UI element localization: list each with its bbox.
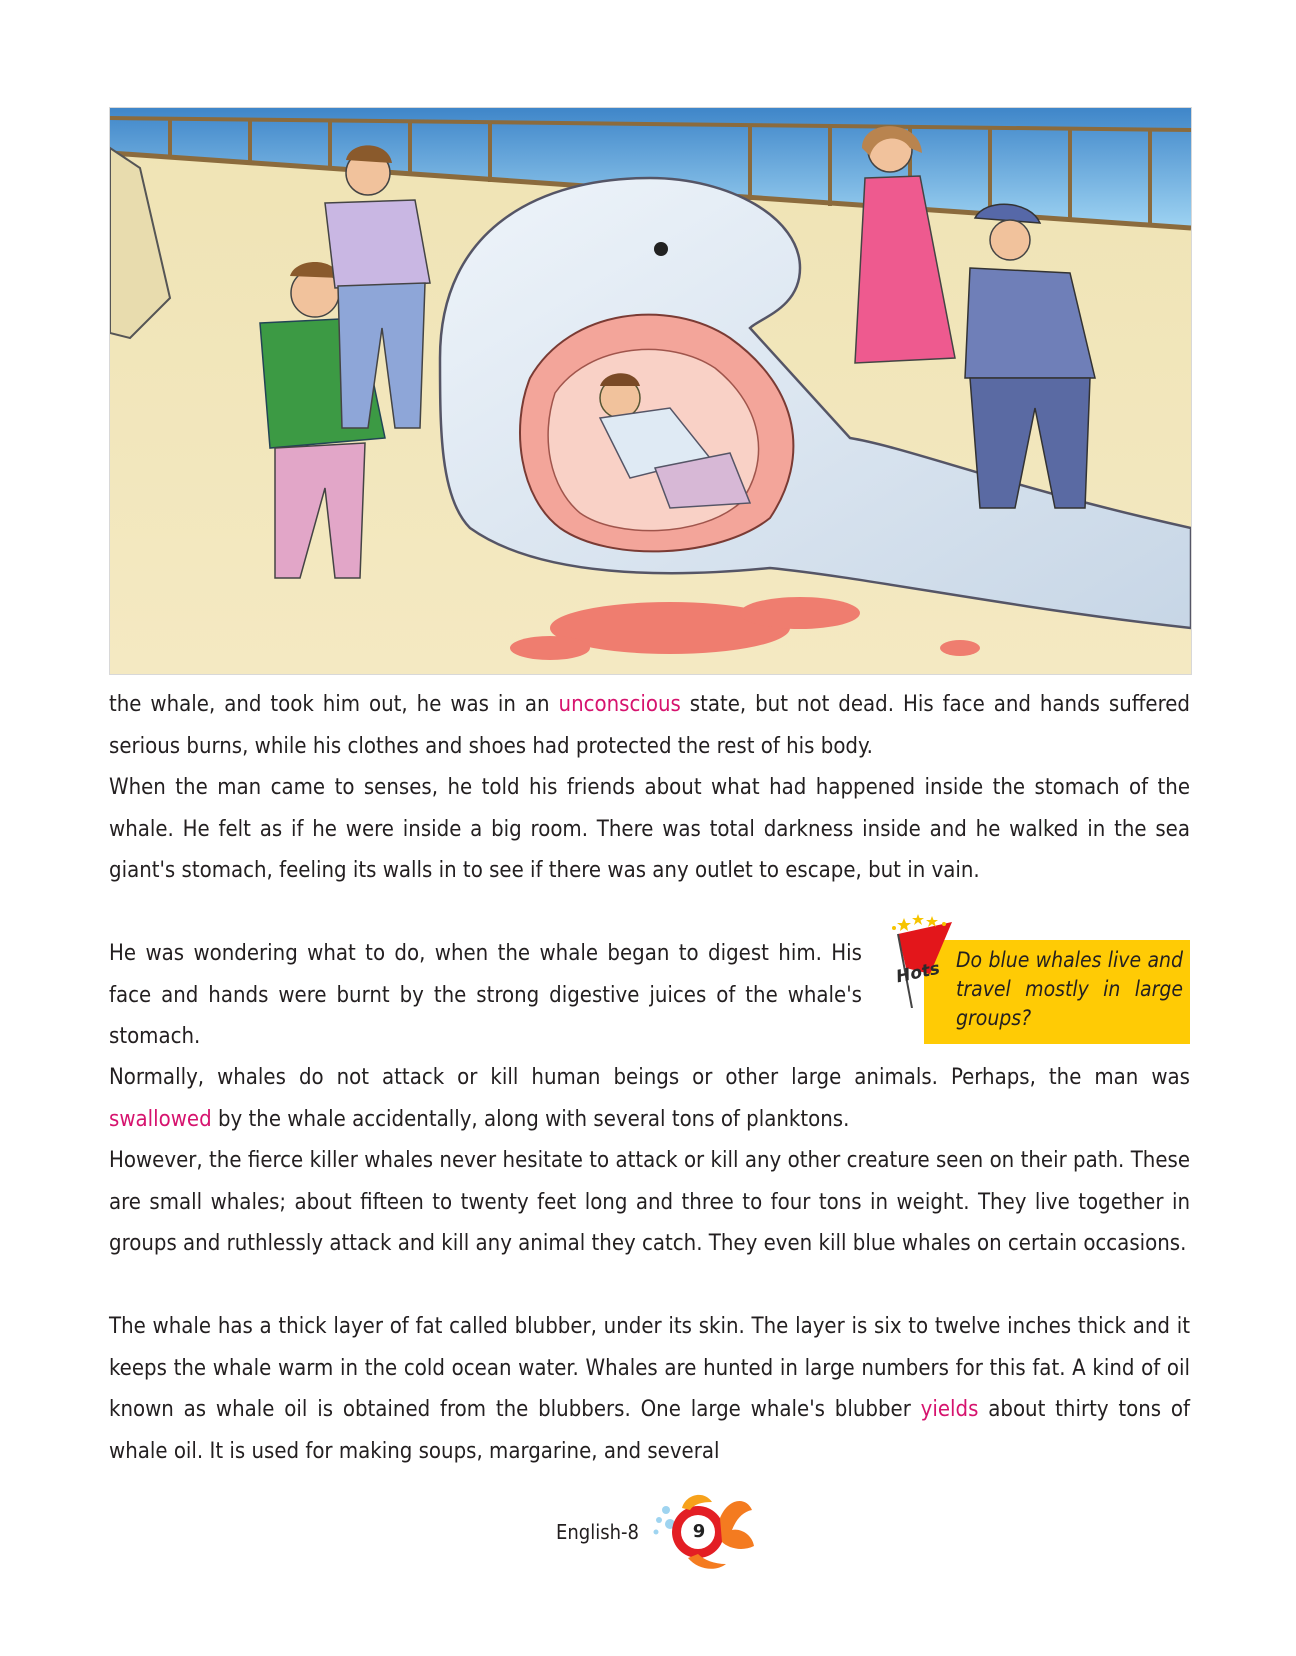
paragraph-4-text-end: by the whale accidentally, along with several tons of planktons. bbox=[211, 1106, 850, 1132]
footer-book-title: English-8 bbox=[556, 1520, 639, 1544]
whale-rescue-illustration-icon bbox=[110, 108, 1191, 674]
hots-flag-icon bbox=[886, 912, 956, 1008]
paragraph-4 bbox=[109, 1057, 1190, 1140]
vocab-word-yields: yields bbox=[920, 1397, 979, 1422]
paragraph-1-text-end: state, but not dead. His face and hands suffered serious burns, while his clothes and shoes had protected the rest of his body. bbox=[109, 692, 1190, 759]
paragraph-1 bbox=[109, 684, 1190, 767]
page-number: 9 bbox=[692, 1521, 706, 1542]
paragraph-5 bbox=[109, 1140, 1190, 1265]
vocab-word-unconscious: unconscious bbox=[558, 692, 681, 717]
paragraph-2-text: When the man came to senses, he told his friends about what had happened inside the stomach of the whale. He felt as if he were inside a big room. There was total darkness inside and he walked in the sea giant's stomach, feeling its walls in to see if there was any outlet to escape, but in vain. bbox=[109, 775, 1190, 883]
hots-label: Hots bbox=[894, 958, 942, 988]
paragraph-1-text-start: the whale, and took him out, he was in an bbox=[109, 692, 559, 717]
paragraph-6-text-start: The whale has a thick layer of fat called blubber, under its skin. The layer is six to twelve inches thick and it keeps the whale warm in the cold ocean water. Whales are hunted in large numbers for this fat. A kind of oil known as whale oil is obtained from the blubbers. One large whale's blubber bbox=[109, 1314, 1190, 1422]
vocab-word-swallowed: swallowed bbox=[109, 1106, 212, 1132]
chapter-illustration bbox=[109, 107, 1192, 675]
hots-question-text: Do blue whales live and travel mostly in large groups? bbox=[956, 948, 1183, 1030]
paragraph-6 bbox=[109, 1306, 1190, 1472]
paragraph-5-text: However, the fierce killer whales never hesitate to attack or kill any other creature seen on their path. These are small whales; about fifteen to twenty feet long and three to four tons in weight. They live together in groups and ruthlessly attack and kill any animal they catch. They even kill blue whales on certain occasions. bbox=[109, 1148, 1190, 1256]
paragraph-2 bbox=[109, 767, 1190, 892]
paragraph-4-text-start: Normally, whales do not attack or kill human beings or other large animals. Perhaps, the man was bbox=[109, 1065, 1190, 1090]
paragraph-3-text: He was wondering what to do, when the whale began to digest him. His face and hands were burnt by the strong digestive juices of the whale's stomach. bbox=[109, 941, 862, 1049]
paragraph-6-text-end: about thirty tons of whale oil. It is used for making soups, margarine, and several bbox=[109, 1397, 1190, 1464]
paragraph-3 bbox=[109, 933, 862, 1058]
